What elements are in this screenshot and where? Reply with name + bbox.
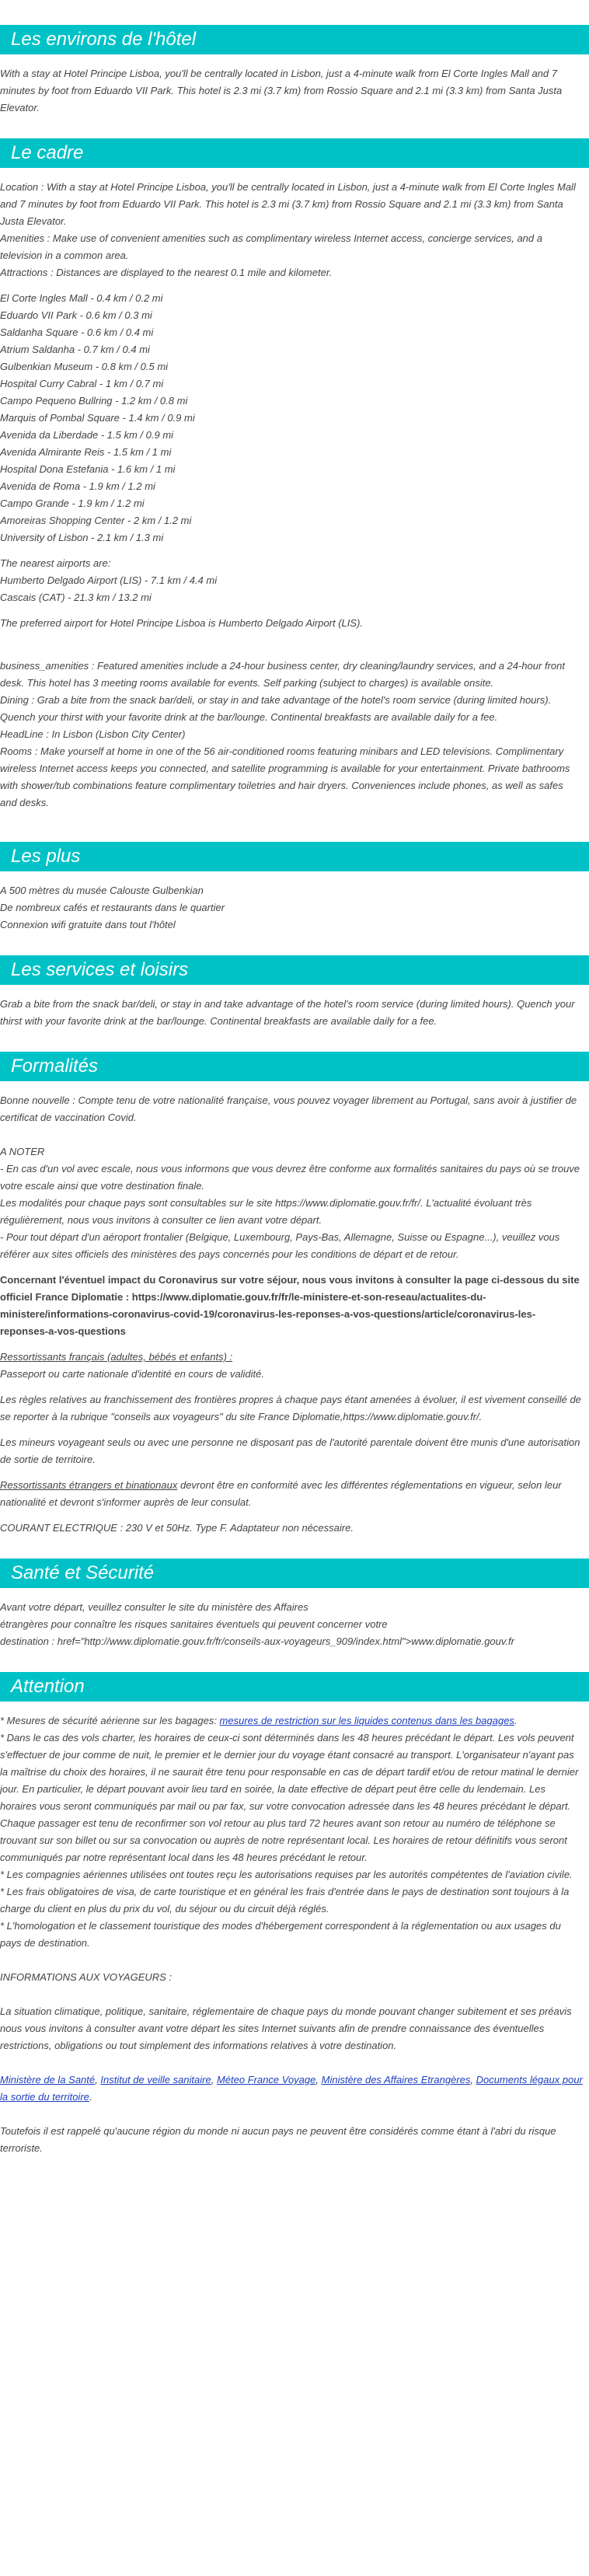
cadre-location: Location : With a stay at Hotel Principe Lisboa, you'll be centrally located in Lisbon, just a 4-minute walk from El Corte Ingles Mall and 7 minutes by foot from Eduardo VII Park. This hotel is 2.3 mi (3.7 km) from Rossio Square and 2.1 mi (3.3 km) from Santa Justa Elevator. bbox=[0, 181, 576, 227]
list-item: Atrium Saldanha - 0.7 km / 0.4 mi bbox=[0, 344, 150, 355]
list-item: Eduardo VII Park - 0.6 km / 0.3 mi bbox=[0, 309, 152, 321]
cadre-business: business_amenities : Featured amenities include a 24-hour business center, dry cleaning/laundry services, and a 24-hour front desk. This hotel has 3 meeting rooms available for events. Self parking (subject to charges) is available onsite. bbox=[0, 660, 565, 689]
ressort-etr bbox=[0, 1477, 583, 1511]
section-attention bbox=[0, 1672, 589, 2157]
airports-title: The nearest airports are: bbox=[0, 557, 111, 569]
frais-text: * Les frais obligatoires de visa, de carte touristique et en général les frais d'entrée dans le pays de destination sont toujours à la charge du client en plus du prix du vol, du séjour ou du circuit déjà réglés. bbox=[0, 1886, 570, 1915]
list-item: Cascais (CAT) - 21.3 km / 13.2 mi bbox=[0, 592, 152, 603]
link-veille-sanitaire[interactable]: Institut de veille sanitaire bbox=[100, 2074, 211, 2086]
situation-text: La situation climatique, politique, sanitaire, réglementaire de chaque pays du monde pouvant changer subitement et ses préavis nous vous invitons à consulter avant votre départ les sites Internet suivants afin de prendre connaissance des éventuelles restrictions, obligations ou tout simplement des informations relatives à votre destination. bbox=[0, 2005, 572, 2051]
section-services bbox=[0, 955, 589, 1030]
list-item: Humberto Delgado Airport (LIS) - 7.1 km / 4.4 mi bbox=[0, 574, 218, 586]
sante-line2: étrangères pour connaître les risques sanitaires éventuels qui peuvent concerner votre bbox=[0, 1618, 388, 1630]
list-item: University of Lisbon - 2.1 km / 1.3 mi bbox=[0, 532, 164, 543]
ressort-etr-title: Ressortissants étrangers et binationaux bbox=[0, 1479, 178, 1491]
list-item: Hospital Dona Estefania - 1.6 km / 1 mi bbox=[0, 463, 176, 475]
cadre-amenities: Amenities : Make use of convenient amenities such as complimentary wireless Internet access, concierge services, and a television in a common area. bbox=[0, 232, 542, 261]
list-item: Avenida de Roma - 1.9 km / 1.2 mi bbox=[0, 480, 155, 492]
list-item: Connexion wifi gratuite dans tout l'hôtel bbox=[0, 919, 176, 930]
section-formalites bbox=[0, 1052, 589, 1537]
mesures-suffix: . bbox=[514, 1715, 518, 1726]
section-plus bbox=[0, 842, 589, 934]
link-documents-legaux[interactable]: Documents légaux pour la sortie du territoire bbox=[0, 2074, 583, 2103]
list-item: Saldanha Square - 0.6 km / 0.4 mi bbox=[0, 326, 154, 338]
corona-notice: Concernant l'éventuel impact du Coronavirus sur votre séjour, nous vous invitons à consulter la page ci-dessous du site officiel France Diplomatie : https://www.diplomatie.gouv.fr/fr/le-ministere-et-son-reseau/actualites-du-ministere/informations-coronavirus-covid-19/coronavirus-les-reponses-a-vos-questions/article/coronavirus-les-reponses-a-vos-questions bbox=[0, 1274, 580, 1337]
compagnies-text: * Les compagnies aériennes utilisées ont toutes reçu les autorisations requises par les autorités compétentes de l'aviation civile. bbox=[0, 1869, 573, 1880]
info-links: Ministère de la Santé, Institut de veille sanitaire, Méteo France Voyage, Ministère des Affaires Etrangères, Documents légaux pour la sortie du territoire. bbox=[0, 2074, 583, 2103]
preferred-airport: The preferred airport for Hotel Principe Lisboa is Humberto Delgado Airport (LIS). bbox=[0, 617, 364, 629]
section-sante bbox=[0, 1559, 589, 1650]
horaires-text: * Dans le cas des vols charter, les horaires de ceux-ci sont déterminés dans les 48 heures précédant le départ. Les vols peuvent s'effectuer de jour comme de nuit, le premier et le dernier jour du voyage étant consacré au transport. L'organisateur n'ayant pas la maîtrise du choix des horaires, il ne saurait être tenu pour responsable en cas de départ tardif et/ou de retour matinal le dernier jour. En particulier, le départ pouvant avoir lieu tard en soirée, la date effective de départ peut être celle du lendemain. Les horaires vous seront communiqués par mail ou par fax, sur votre convocation adressée dans les 48 heures précédant le départ. Chaque passager est tenu de reconfirmer son vol retour au plus tard 72 heures avant son retour au numéro de téléphone se trouvant sur son billet ou sur sa convocation ou auprès de notre représentant local. Les horaires de retour définitifs vous seront communiqués par notre représentant local dans les 48 heures précédant le retour. bbox=[0, 1732, 579, 1863]
list-item: Campo Grande - 1.9 km / 1.2 mi bbox=[0, 497, 145, 509]
list-item: Gulbenkian Museum - 0.8 km / 0.5 mi bbox=[0, 361, 169, 372]
list-item: Marquis of Pombal Square - 1.4 km / 0.9 mi bbox=[0, 412, 195, 424]
mineurs-text: Les mineurs voyageant seuls ou avec une personne ne disposant pas de l'autorité parentale doivent être munis d'une autorisation de sortie de territoire. bbox=[0, 1436, 580, 1465]
anoter-2: Les modalités pour chaque pays sont consultables sur le site https://www.diplomatie.gouv.fr/fr/. L'actualité évoluant très régulièrement, nous vous invitons à consulter ce lien avant votre départ. bbox=[0, 1197, 532, 1226]
services-text: Grab a bite from the snack bar/deli, or stay in and take advantage of the hotel's room service (during limited hours). Quench your thirst with your favorite drink at the bar/lounge. Continental breakfasts are available daily for a fee. bbox=[0, 998, 575, 1027]
sante-line1: Avant votre départ, veuillez consulter le site du ministère des Affaires bbox=[0, 1601, 308, 1613]
ressort-fr-title: Ressortissants français (adultes, bébés et enfants) : bbox=[0, 1351, 233, 1363]
airports-list bbox=[0, 572, 583, 606]
anoter-title: A NOTER bbox=[0, 1146, 45, 1157]
infos-title: INFORMATIONS AUX VOYAGEURS : bbox=[0, 1971, 173, 1983]
regles-text: Les règles relatives au franchissement des frontières propres à chaque pays étant amenées à évoluer, il est vivement conseillé de se reporter à la rubrique "conseils aux voyageurs" du site France Diplomatie,https://www.diplomatie.gouv.fr/. bbox=[0, 1394, 581, 1422]
list-item: Avenida da Liberdade - 1.5 km / 0.9 mi bbox=[0, 429, 174, 441]
section-title-sante: Santé et Sécurité bbox=[0, 1559, 589, 1588]
list-item: El Corte Ingles Mall - 0.4 km / 0.2 mi bbox=[0, 292, 163, 304]
list-item: Amoreiras Shopping Center - 2 km / 1.2 mi bbox=[0, 515, 192, 526]
cadre-headline: HeadLine : In Lisbon (Lisbon City Center) bbox=[0, 728, 186, 740]
anoter-3: - Pour tout départ d'un aéroport frontalier (Belgique, Luxembourg, Pays-Bas, Allemagne, Suisse ou Espagne...), veuillez vous référer aux sites officiels des ministères des pays concernés pour les conditions de départ et de retour. bbox=[0, 1231, 560, 1260]
section-cadre bbox=[0, 138, 589, 812]
section-title-formalites: Formalités bbox=[0, 1052, 589, 1081]
formalites-intro: Bonne nouvelle : Compte tenu de votre nationalité française, vous pouvez voyager librement au Portugal, sans avoir à justifier de certificat de vaccination Covid. bbox=[0, 1094, 577, 1123]
section-title-attention: Attention bbox=[0, 1672, 589, 1702]
link-ministere-sante[interactable]: Ministère de la Santé bbox=[0, 2074, 96, 2086]
list-item: A 500 mètres du musée Calouste Gulbenkian bbox=[0, 885, 204, 896]
cadre-rooms: Rooms : Make yourself at home in one of the 56 air-conditioned rooms featuring minibars and LED televisions. Complimentary wireless Internet access keeps you connected, and satellite programming is available for your entertainment. Private bathrooms with shower/tub combinations feature complimentary toiletries and hair dryers. Conveniences include phones, as well as safes and desks. bbox=[0, 745, 570, 808]
section-environs bbox=[0, 25, 589, 117]
sante-line3: destination : href="http://www.diplomatie.gouv.fr/fr/conseils-aux-voyageurs_909/index.html">www.diplomatie.gouv.fr bbox=[0, 1635, 514, 1647]
list-item: Hospital Curry Cabral - 1 km / 0.7 mi bbox=[0, 378, 164, 389]
homologation-text: * L'homologation et le classement touristique des modes d'hébergement correspondent à la réglementation ou aux usages du pays de destination. bbox=[0, 1920, 561, 1949]
section-title-services: Les services et loisirs bbox=[0, 955, 589, 985]
mesures-prefix: * Mesures de sécurité aérienne sur les bagages: bbox=[0, 1715, 220, 1726]
list-item: Avenida Almirante Reis - 1.5 km / 1 mi bbox=[0, 446, 172, 458]
section-title-plus: Les plus bbox=[0, 842, 589, 871]
ressort-fr-text: Passeport ou carte nationale d'identité en cours de validité. bbox=[0, 1368, 264, 1380]
mesures-text bbox=[0, 1712, 583, 1730]
anoter-1: - En cas d'un vol avec escale, nous vous informons que vous devrez être conforme aux formalités sanitaires du pays où se trouve votre escale ainsi que votre destination finale. bbox=[0, 1163, 580, 1192]
link-affaires-etrangeres[interactable]: Ministère des Affaires Etrangères bbox=[321, 2074, 471, 2086]
link-meteo-france[interactable]: Méteo France Voyage bbox=[216, 2074, 316, 2086]
ressort-etr-text: devront être en conformité avec les différentes réglementations en vigueur, selon leur nationalité et devront s'informer auprès de leur consulat. bbox=[0, 1479, 562, 1508]
courant-text: COURANT ELECTRIQUE : 230 V et 50Hz. Type F. Adaptateur non nécessaire. bbox=[0, 1522, 354, 1534]
places-list bbox=[0, 290, 583, 546]
final-text: Toutefois il est rappelé qu'aucune région du monde ni aucun pays ne peuvent être considérés comme étant à l'abri du risque terroriste. bbox=[0, 2125, 556, 2154]
section-title-environs: Les environs de l'hôtel bbox=[0, 25, 589, 54]
section-title-cadre: Le cadre bbox=[0, 138, 589, 168]
cadre-attractions: Attractions : Distances are displayed to the nearest 0.1 mile and kilometer. bbox=[0, 267, 333, 278]
environs-text: With a stay at Hotel Principe Lisboa, you'll be centrally located in Lisbon, just a 4-minute walk from El Corte Ingles Mall and 7 minutes by foot from Eduardo VII Park. This hotel is 2.3 mi (3.7 km) from Rossio Square and 2.1 mi (3.3 km) from Santa Justa Elevator. bbox=[0, 68, 563, 113]
list-item: De nombreux cafés et restaurants dans le quartier bbox=[0, 902, 225, 913]
cadre-dining: Dining : Grab a bite from the snack bar/deli, or stay in and take advantage of the hotel's room service (during limited hours). Quench your thirst with your favorite drink at the bar/lounge. Continental breakfasts are available daily for a fee. bbox=[0, 694, 552, 723]
list-item: Campo Pequeno Bullring - 1.2 km / 0.8 mi bbox=[0, 395, 188, 407]
mesures-link[interactable]: mesures de restriction sur les liquides contenus dans les bagages bbox=[219, 1715, 514, 1726]
